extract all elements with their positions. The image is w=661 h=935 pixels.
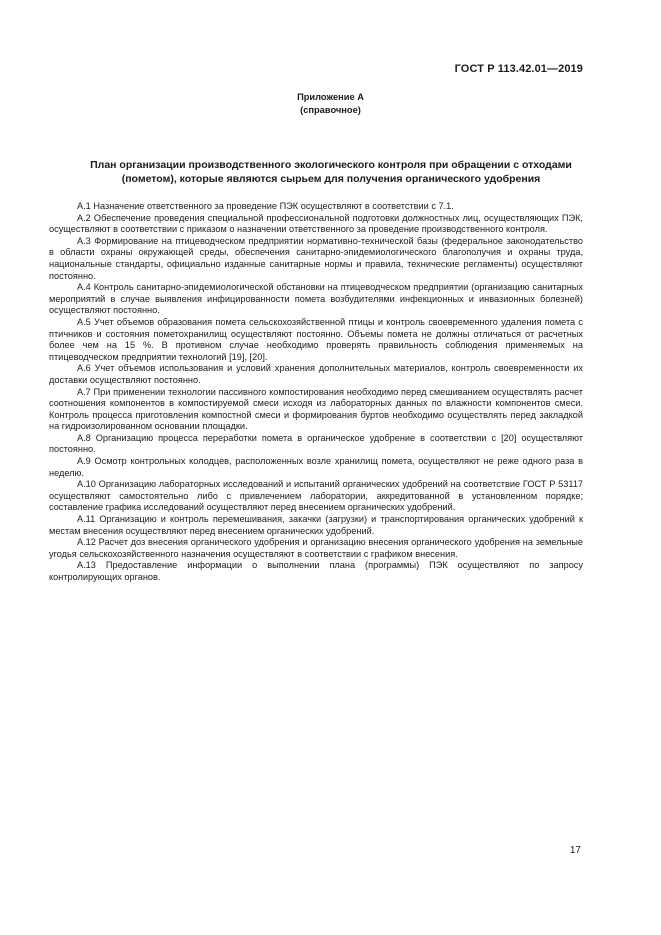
paragraph-a9: А.9 Осмотр контрольных колодцев, расположенных возле хранилищ помета, осуществляют не реже одного раза в неделю.	[49, 456, 583, 478]
paragraph-a12: А.12 Расчет доз внесения органического удобрения и организацию внесения органического удобрения на земельные угодья сельскохозяйственного назначения осуществляют в соответствии с графиком внесения.	[49, 537, 583, 559]
plan-title: План организации производственного экологического контроля при обращении с отходами (пометом), которые являются сырьем для получения органического удобрения	[90, 159, 572, 185]
paragraph-a2: А.2 Обеспечение проведения специальной профессиональной подготовки должностных лиц, осуществляющих ПЭК, осуществляют в соответствии с приказом о назначении ответственного за проведение производственного контроля.	[49, 212, 583, 235]
page-number: 17	[569, 845, 581, 856]
paragraph-a13: А.13 Предоставление информации о выполнении плана (программы) ПЭК осуществляют по запросу контролирующих органов.	[49, 560, 583, 582]
paragraph-a10: А.10 Организацию лабораторных исследований и испытаний органических удобрений на соответствие ГОСТ Р 53117 осуществляют самостоятельно либо с привлечением лаборатории, аккредитованной в установленном порядке; составление графика исследований осуществляют перед внесением органических удобрений.	[49, 479, 583, 513]
body-text	[49, 201, 583, 584]
annex-title: Приложение А	[297, 92, 364, 102]
paragraph-a1: А.1 Назначение ответственного за проведение ПЭК осуществляют в соответствии с 7.1.	[77, 201, 454, 211]
paragraph-a8: А.8 Организацию процесса переработки помета в органическое удобрение в соответствии с [20] осуществляют постоянно.	[49, 432, 583, 455]
paragraph-a5: А.5 Учет объемов образования помета сельскохозяйственной птицы и контроль своевременного удаления помета с птичников и состояния пометохранилищ осуществляют постоянно. Объемы помета не должны отличаться от расчетных более чем на 15 %. В противном случае необходимо проверять правильность соблюдения применяемых на птицеводческом предприятии технологий [19], [20].	[49, 316, 583, 362]
document-code: ГОСТ Р 113.42.01—2019	[454, 63, 583, 75]
paragraph-a11: А.11 Организацию и контроль перемешивания, закачки (загрузки) и транспортирования органических удобрений к местам внесения осуществляют перед внесением органических удобрений.	[49, 514, 583, 536]
paragraph-a7: А.7 При применении технологии пассивного компостирования необходимо перед смешиванием осуществлять расчет соотношения компонентов в компостируемой смеси исходя из лабораторных данных по влажности компонентов смеси. Контроль процесса приготовления компостной смеси и формирования буртов необходимо осуществлять перед закладкой на гидроизолированном основании площадки.	[49, 386, 583, 432]
paragraph-a3: А.3 Формирование на птицеводческом предприятии нормативно-технической базы (федеральное законодательство в области охраны окружающей среды, обеспечения санитарно-эпидемиологического благополучия и охраны труда, национальные стандарты, официально изданные санитарные нормы и правила, технические регламенты) осуществляют постоянно.	[49, 235, 583, 281]
paragraph-a6: А.6 Учет объемов использования и условий хранения дополнительных материалов, контроль своевременности их доставки осуществляют постоянно.	[49, 363, 583, 385]
paragraph-a4: А.4 Контроль санитарно-эпидемиологической обстановки на птицеводческом предприятии (организацию санитарных мероприятий в случае выявления инфицированности помета возбудителями инфекционных и инвазионных болезней) осуществляют постоянно.	[49, 282, 583, 316]
annex-heading	[0, 91, 661, 117]
annex-subtitle: (справочное)	[300, 105, 361, 115]
